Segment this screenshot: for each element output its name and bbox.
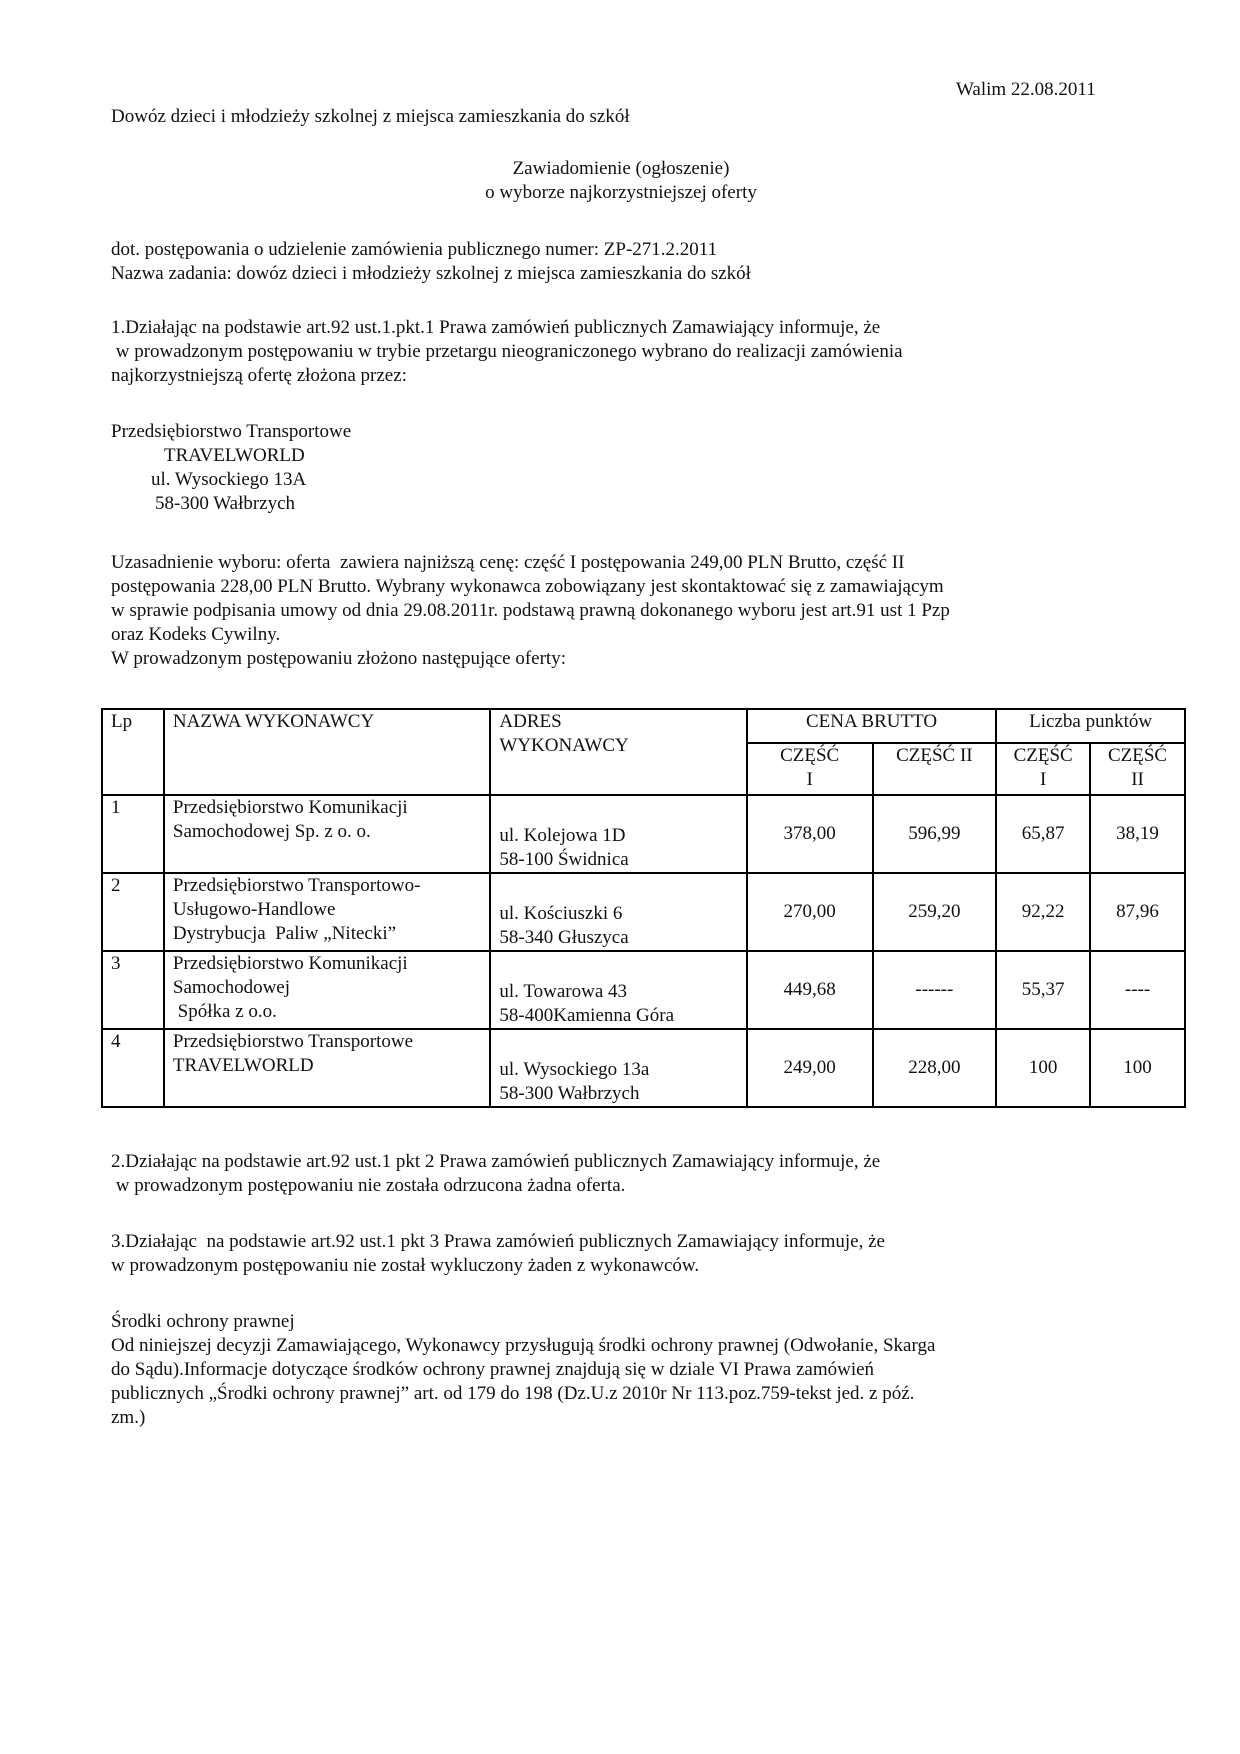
row-lp: 3 [102, 951, 164, 1029]
row-price-part-1: 449,68 [747, 951, 873, 1029]
justification-line-3: w sprawie podpisania umowy od dnia 29.08.2011r. podstawą prawną dokonanego wyboru jest art.91 ust 1 Pzp [111, 600, 950, 621]
section-3 [111, 1230, 885, 1278]
legal-line-2: do Sądu).Informacje dotyczące środków ochrony prawnej znajdują się w dziale VI Prawa zamówień [111, 1359, 875, 1380]
row-price-part-2: ------ [873, 951, 997, 1029]
justification-line-5: W prowadzonym postępowaniu złożono następujące oferty: [111, 648, 566, 669]
section-1-line-1: 1.Działając na podstawie art.92 ust.1.pkt.1 Prawa zamówień publicznych Zamawiający informuje, że [111, 317, 881, 338]
section-3-line-2: w prowadzonym postępowaniu nie został wykluczony żaden z wykonawców. [111, 1255, 700, 1276]
row-price-part-1: 249,00 [747, 1029, 873, 1107]
table-row [102, 873, 1185, 951]
row-price-part-2: 228,00 [873, 1029, 997, 1107]
header-address-line-2: WYKONAWCY [499, 735, 629, 756]
header-points-part-2-numeral: II [1131, 769, 1144, 790]
winner-street: ul. Wysockiego 13A [151, 469, 307, 490]
header-price-part-2: CZĘŚĆ II [873, 743, 997, 795]
table-row [102, 951, 1185, 1029]
name-line-2: Usługowo-Handlowe [172, 899, 336, 920]
section-2-line-2: w prowadzonym postępowaniu nie została odrzucona żadna oferta. [111, 1175, 626, 1196]
justification [111, 551, 1131, 671]
title-line-1: Zawiadomienie (ogłoszenie) [512, 158, 730, 179]
header-points-part-1-label: CZĘŚĆ [1013, 745, 1073, 766]
name-line-2: Samochodowej [172, 977, 291, 998]
header-price-part-1 [747, 743, 873, 795]
name-line-2: Samochodowej Sp. z o. o. [172, 821, 371, 842]
row-price-part-2: 596,99 [873, 795, 997, 873]
header-points-part-1 [996, 743, 1090, 795]
address-city: 58-100 Świdnica [499, 849, 629, 870]
name-line-1: Przedsiębiorstwo Transportowe [172, 1031, 414, 1052]
header-points-part-1-numeral: I [1039, 769, 1047, 790]
name-line-1: Przedsiębiorstwo Komunikacji [172, 797, 408, 818]
table-row [102, 795, 1185, 873]
procedure-number: dot. postępowania o udzielenie zamówienia publicznego numer: ZP-271.2.2011 [111, 239, 718, 260]
header-address-line-1: ADRES [499, 711, 562, 732]
header-contractor-name: NAZWA WYKONAWCY [164, 709, 491, 795]
header-points-part-2-label: CZĘŚĆ [1107, 745, 1168, 766]
header-gross-price: CENA BRUTTO [747, 709, 996, 743]
row-lp: 1 [102, 795, 164, 873]
row-contractor-address [490, 1029, 746, 1107]
row-contractor-name [164, 873, 491, 951]
section-2-line-1: 2.Działając na podstawie art.92 ust.1 pkt 2 Prawa zamówień publicznych Zamawiający informuje, że [111, 1151, 881, 1172]
name-line-2: TRAVELWORLD [172, 1055, 314, 1076]
address-city: 58-340 Głuszyca [499, 927, 629, 948]
row-lp: 2 [102, 873, 164, 951]
row-points-part-1: 100 [996, 1029, 1090, 1107]
address-street: ul. Kościuszki 6 [499, 903, 623, 924]
row-points-part-2: 87,96 [1090, 873, 1185, 951]
header-contractor-address [490, 709, 746, 795]
header-lp: Lp [102, 709, 164, 795]
row-points-part-2: 100 [1090, 1029, 1185, 1107]
justification-line-1: Uzasadnienie wyboru: oferta zawiera najniższą cenę: część I postępowania 249,00 PLN Brutto, część II [111, 552, 905, 573]
name-line-3: Dystrybucja Paliw „Nitecki” [172, 923, 397, 944]
section-1 [111, 316, 1131, 388]
offers-table [101, 708, 1186, 1108]
header-points: Liczba punktów [996, 709, 1185, 743]
justification-line-4: oraz Kodeks Cywilny. [111, 624, 281, 645]
row-lp: 4 [102, 1029, 164, 1107]
section-1-line-3: najkorzystniejszą ofertę złożona przez: [111, 365, 407, 386]
address-street: ul. Kolejowa 1D [499, 825, 626, 846]
row-points-part-1: 92,22 [996, 873, 1090, 951]
name-line-1: Przedsiębiorstwo Komunikacji [172, 953, 408, 974]
row-price-part-2: 259,20 [873, 873, 997, 951]
address-street: ul. Wysockiego 13a [499, 1059, 650, 1080]
row-price-part-1: 378,00 [747, 795, 873, 873]
row-contractor-address [490, 873, 746, 951]
subject-line: Dowóz dzieci i młodzieży szkolnej z miejsca zamieszkania do szkół [111, 106, 630, 127]
title-line-2: o wyborze najkorzystniejszej oferty [485, 182, 757, 203]
name-line-3: Spółka z o.o. [172, 1001, 277, 1022]
address-street: ul. Towarowa 43 [499, 981, 628, 1002]
row-contractor-name [164, 795, 491, 873]
header-price-part-1-label: CZĘŚĆ [780, 745, 840, 766]
address-city: 58-400Kamienna Góra [499, 1005, 675, 1026]
row-points-part-1: 55,37 [996, 951, 1090, 1029]
legal-line-3: publicznych „Środki ochrony prawnej” art. od 179 do 198 (Dz.U.z 2010r Nr 113.poz.759-tekst jed. z póź. [111, 1383, 915, 1404]
header-price-part-1-numeral: I [806, 769, 813, 790]
task-name: Nazwa zadania: dowóz dzieci i młodzieży szkolnej z miejsca zamieszkania do szkół [111, 263, 751, 284]
row-contractor-address [490, 951, 746, 1029]
legal-remedies [111, 1310, 1131, 1430]
legal-heading: Środki ochrony prawnej [111, 1311, 295, 1332]
row-points-part-2: 38,19 [1090, 795, 1185, 873]
winner-company: Przedsiębiorstwo Transportowe [111, 421, 352, 442]
place-date: Walim 22.08.2011 [956, 79, 1096, 100]
header-points-part-2 [1090, 743, 1185, 795]
address-city: 58-300 Wałbrzych [499, 1083, 640, 1104]
section-3-line-1: 3.Działając na podstawie art.92 ust.1 pkt 3 Prawa zamówień publicznych Zamawiający informuje, że [111, 1231, 885, 1252]
row-contractor-name [164, 951, 491, 1029]
reference-block [111, 238, 751, 286]
row-contractor-name [164, 1029, 491, 1107]
row-points-part-1: 65,87 [996, 795, 1090, 873]
section-1-line-2: w prowadzonym postępowaniu w trybie przetargu nieograniczonego wybrano do realizacji zamówienia [111, 341, 903, 362]
table-row [102, 1029, 1185, 1107]
winner-city: 58-300 Wałbrzych [155, 493, 296, 514]
winner-brand: TRAVELWORLD [164, 445, 305, 466]
row-price-part-1: 270,00 [747, 873, 873, 951]
legal-line-4: zm.) [111, 1407, 146, 1428]
document-title [111, 157, 1131, 205]
winner-block [111, 420, 351, 516]
section-2 [111, 1150, 880, 1198]
name-line-1: Przedsiębiorstwo Transportowo- [172, 875, 421, 896]
row-contractor-address [490, 795, 746, 873]
justification-line-2: postępowania 228,00 PLN Brutto. Wybrany wykonawca zobowiązany jest skontaktować się z zamawiającym [111, 576, 944, 597]
legal-line-1: Od niniejszej decyzji Zamawiającego, Wykonawcy przysługują środki ochrony prawnej (Odwołanie, Skarga [111, 1335, 936, 1356]
row-points-part-2: ---- [1090, 951, 1185, 1029]
